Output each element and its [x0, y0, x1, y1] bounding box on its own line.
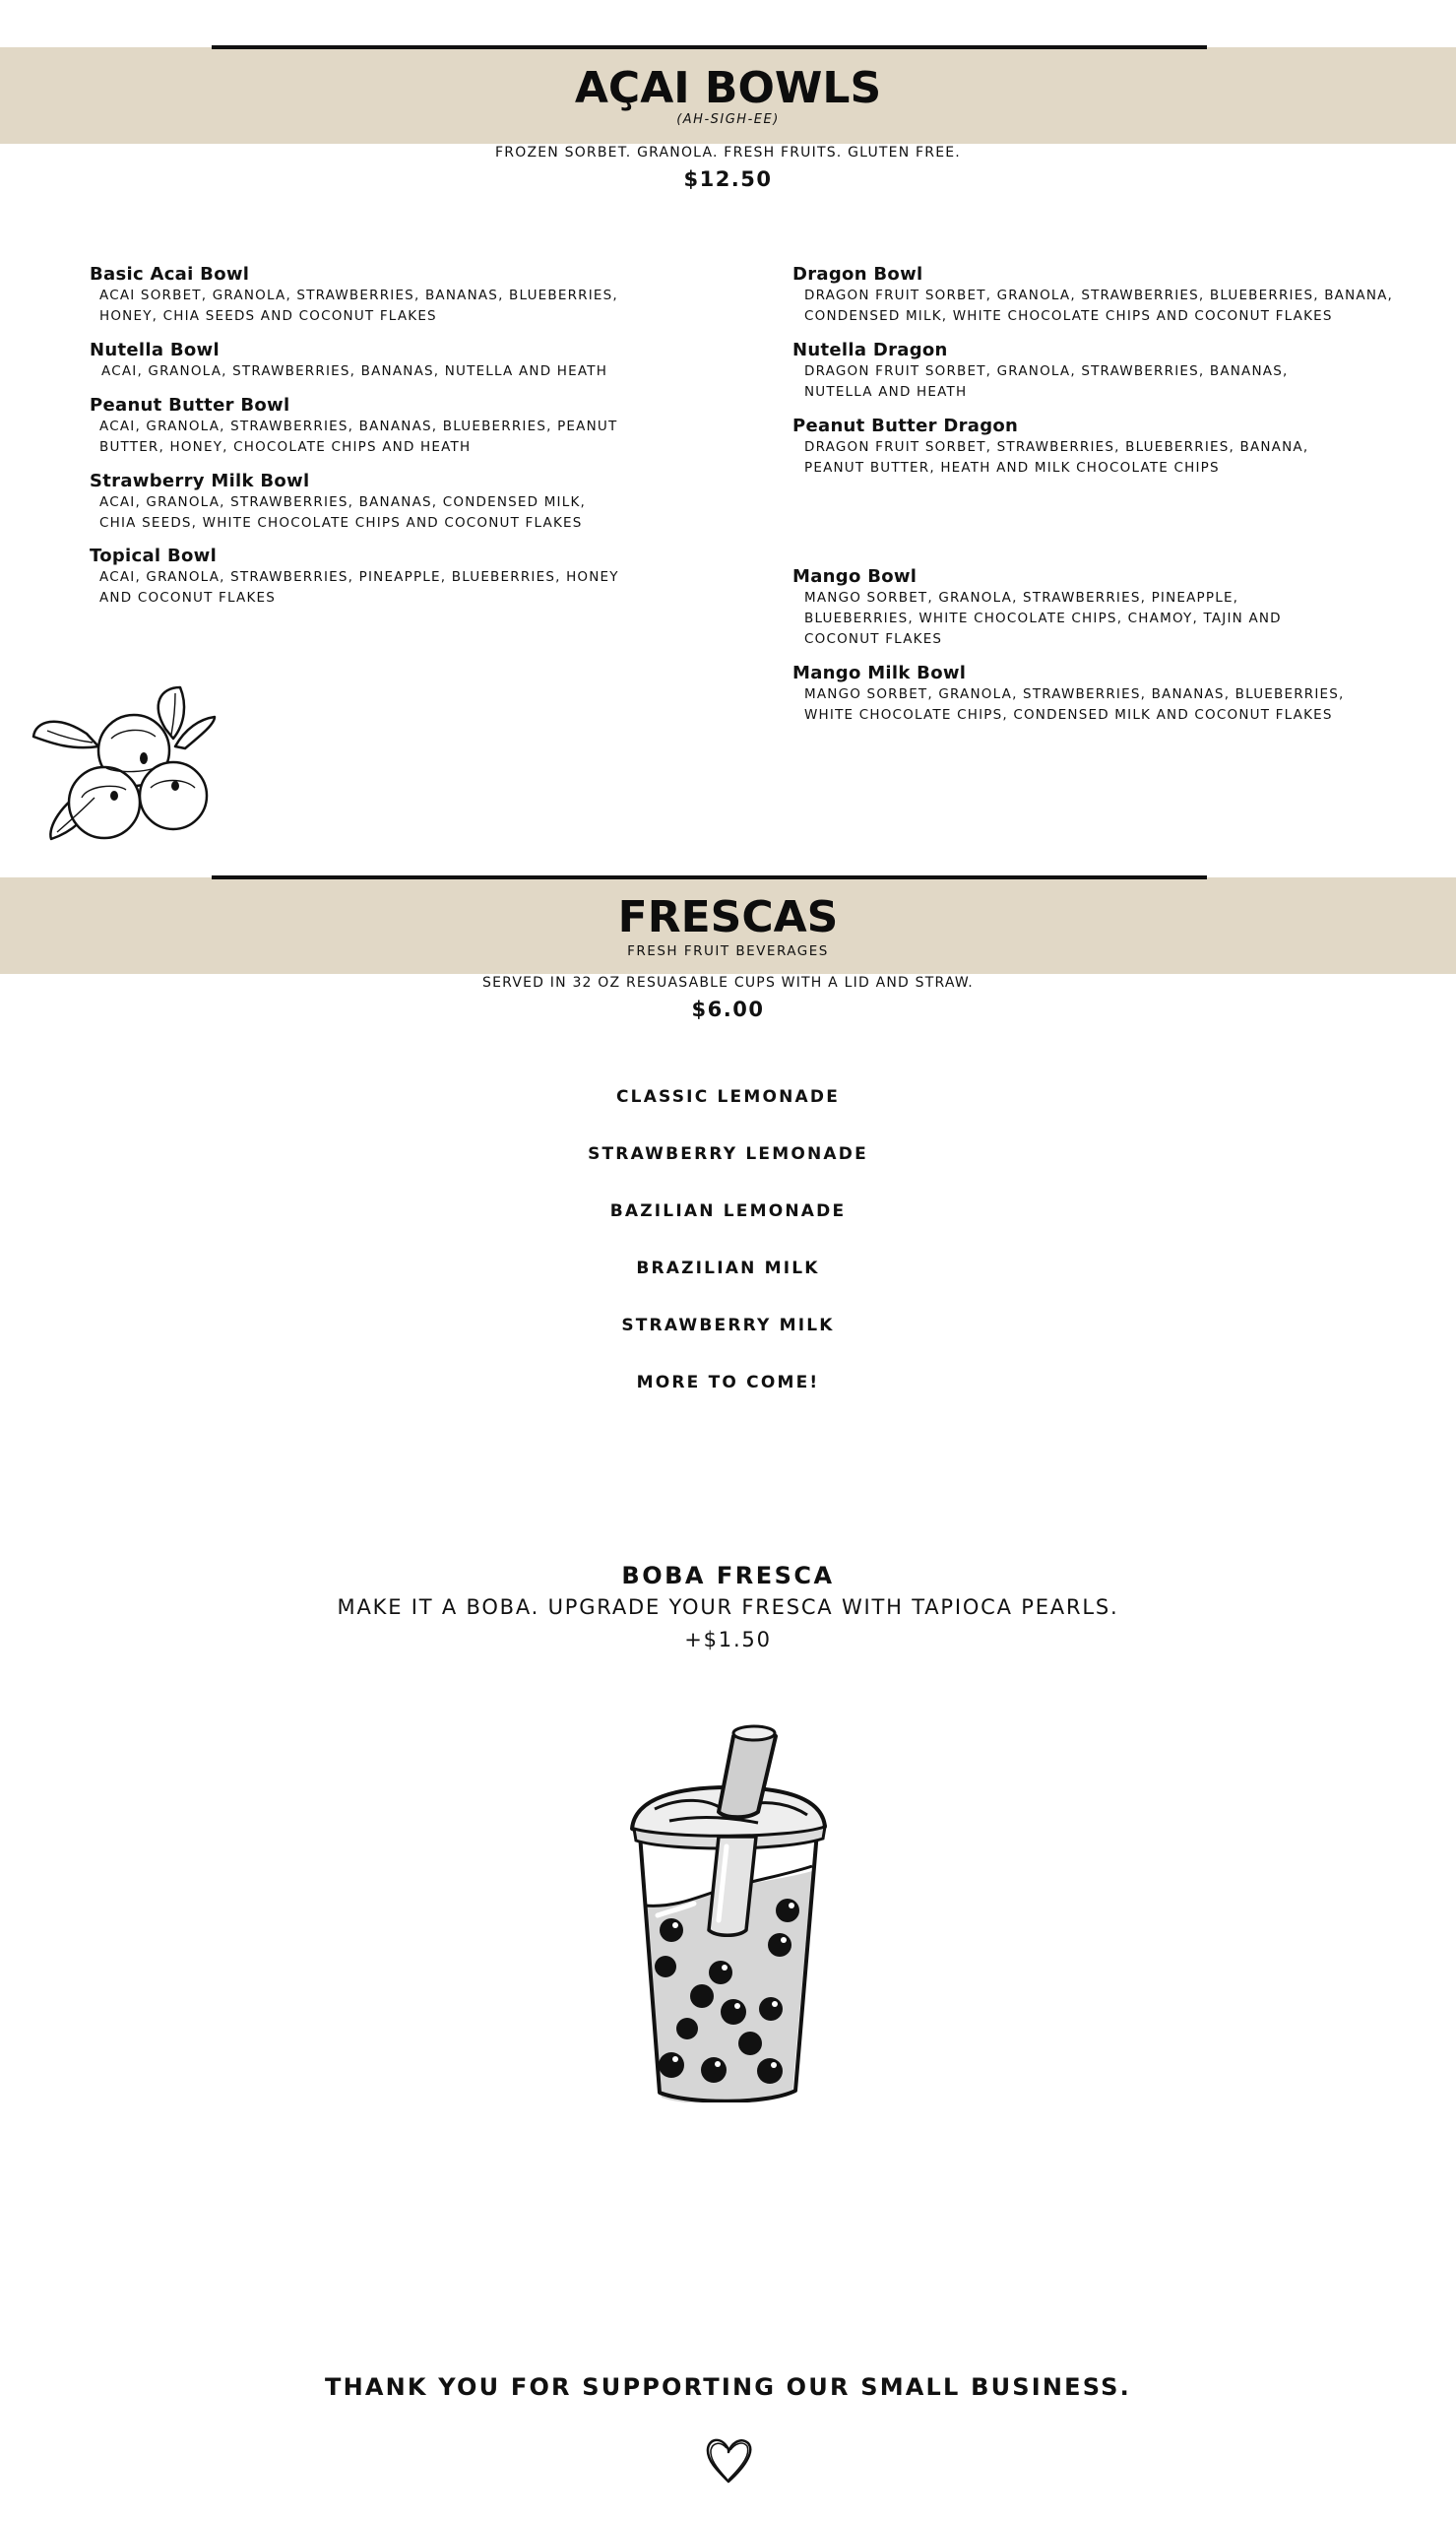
item-desc: MANGO SORBET, GRANOLA, STRAWBERRIES, PINEAPPLE, BLUEBERRIES, WHITE CHOCOLATE CHIPS, CHAMOY, TAJIN AND COCONUT FLAKES — [804, 590, 1282, 647]
boba-description: MAKE IT A BOBA. UPGRADE YOUR FRESCA WITH TAPIOCA PEARLS. — [337, 1595, 1119, 1619]
menu-item-peanut-butter-bowl — [90, 395, 617, 458]
heart-icon — [703, 2432, 754, 2487]
menu-item-basic-acai-bowl — [90, 264, 618, 327]
item-desc: DRAGON FRUIT SORBET, GRANOLA, STRAWBERRIES, BANANAS, NUTELLA AND HEATH — [804, 363, 1289, 400]
acai-title: AÇAI BOWLS — [574, 63, 882, 113]
berries-illustration-icon — [28, 679, 220, 852]
boba-title: BOBA FRESCA — [621, 1562, 835, 1589]
item-desc: ACAI, GRANOLA, STRAWBERRIES, BANANAS, CONDENSED MILK, CHIA SEEDS, WHITE CHOCOLATE CHIPS AND COCONUT FLAKES — [99, 494, 587, 531]
item-name: Basic Acai Bowl — [90, 264, 250, 285]
fresca-item: BAZILIAN LEMONADE — [609, 1201, 847, 1221]
menu-item-peanut-butter-dragon — [792, 416, 1308, 479]
fresca-item: BRAZILIAN MILK — [636, 1259, 820, 1278]
boba-price: +$1.50 — [684, 1628, 772, 1651]
menu-item-mango-milk-bowl — [792, 663, 1345, 726]
menu-item-dragon-bowl — [792, 264, 1393, 327]
item-name: Nutella Dragon — [792, 340, 948, 360]
frescas-subtitle: SERVED IN 32 OZ RESUASABLE CUPS WITH A LID AND STRAW. — [482, 975, 974, 991]
item-desc: ACAI, GRANOLA, STRAWBERRIES, PINEAPPLE, BLUEBERRIES, HONEY AND COCONUT FLAKES — [99, 569, 619, 606]
acai-header-rule — [212, 45, 1207, 49]
item-desc: ACAI SORBET, GRANOLA, STRAWBERRIES, BANANAS, BLUEBERRIES, HONEY, CHIA SEEDS AND COCONUT FLAKES — [99, 288, 618, 324]
acai-pronunciation: (AH-SIGH-EE) — [676, 112, 780, 127]
menu-item-nutella-dragon — [792, 340, 1288, 403]
frescas-tagline: FRESH FRUIT BEVERAGES — [627, 943, 829, 959]
footer-thanks: THANK YOU FOR SUPPORTING OUR SMALL BUSINESS. — [325, 2373, 1131, 2401]
item-desc: ACAI, GRANOLA, STRAWBERRIES, BANANAS, BLUEBERRIES, PEANUT BUTTER, HONEY, CHOCOLATE CHIPS AND HEATH — [99, 419, 618, 455]
fresca-item: MORE TO COME! — [636, 1373, 820, 1392]
menu-item-nutella-bowl — [90, 340, 607, 382]
item-desc: DRAGON FRUIT SORBET, GRANOLA, STRAWBERRIES, BLUEBERRIES, BANANA, CONDENSED MILK, WHITE CHOCOLATE CHIPS AND COCONUT FLAKES — [804, 288, 1394, 324]
item-desc: DRAGON FRUIT SORBET, STRAWBERRIES, BLUEBERRIES, BANANA, PEANUT BUTTER, HEATH AND MILK CHOCOLATE CHIPS — [804, 439, 1309, 476]
menu-item-topical-bowl — [90, 546, 619, 609]
item-name: Topical Bowl — [90, 546, 218, 566]
acai-subtitle: FROZEN SORBET. GRANOLA. FRESH FRUITS. GLUTEN FREE. — [495, 145, 961, 161]
item-name: Dragon Bowl — [792, 264, 923, 285]
acai-price: $12.50 — [683, 167, 773, 191]
frescas-price: $6.00 — [691, 998, 765, 1021]
item-name: Mango Milk Bowl — [792, 663, 967, 683]
item-desc: MANGO SORBET, GRANOLA, STRAWBERRIES, BANANAS, BLUEBERRIES, WHITE CHOCOLATE CHIPS, CONDENSED MILK AND COCONUT FLAKES — [804, 686, 1345, 723]
fresca-item: CLASSIC LEMONADE — [615, 1087, 841, 1107]
item-name: Nutella Bowl — [90, 340, 220, 360]
menu-item-mango-bowl — [792, 566, 1282, 650]
fresca-item: STRAWBERRY LEMONADE — [588, 1144, 868, 1164]
item-name: Strawberry Milk Bowl — [90, 471, 310, 491]
boba-cup-illustration-icon — [610, 1718, 847, 2102]
item-name: Mango Bowl — [792, 566, 918, 587]
frescas-header-rule — [212, 875, 1207, 879]
fresca-item: STRAWBERRY MILK — [621, 1316, 835, 1335]
item-name: Peanut Butter Bowl — [90, 395, 290, 416]
item-name: Peanut Butter Dragon — [792, 416, 1019, 436]
menu-item-strawberry-milk-bowl — [90, 471, 586, 534]
item-desc: ACAI, GRANOLA, STRAWBERRIES, BANANAS, NUTELLA AND HEATH — [101, 363, 608, 379]
frescas-title: FRESCAS — [617, 892, 839, 942]
